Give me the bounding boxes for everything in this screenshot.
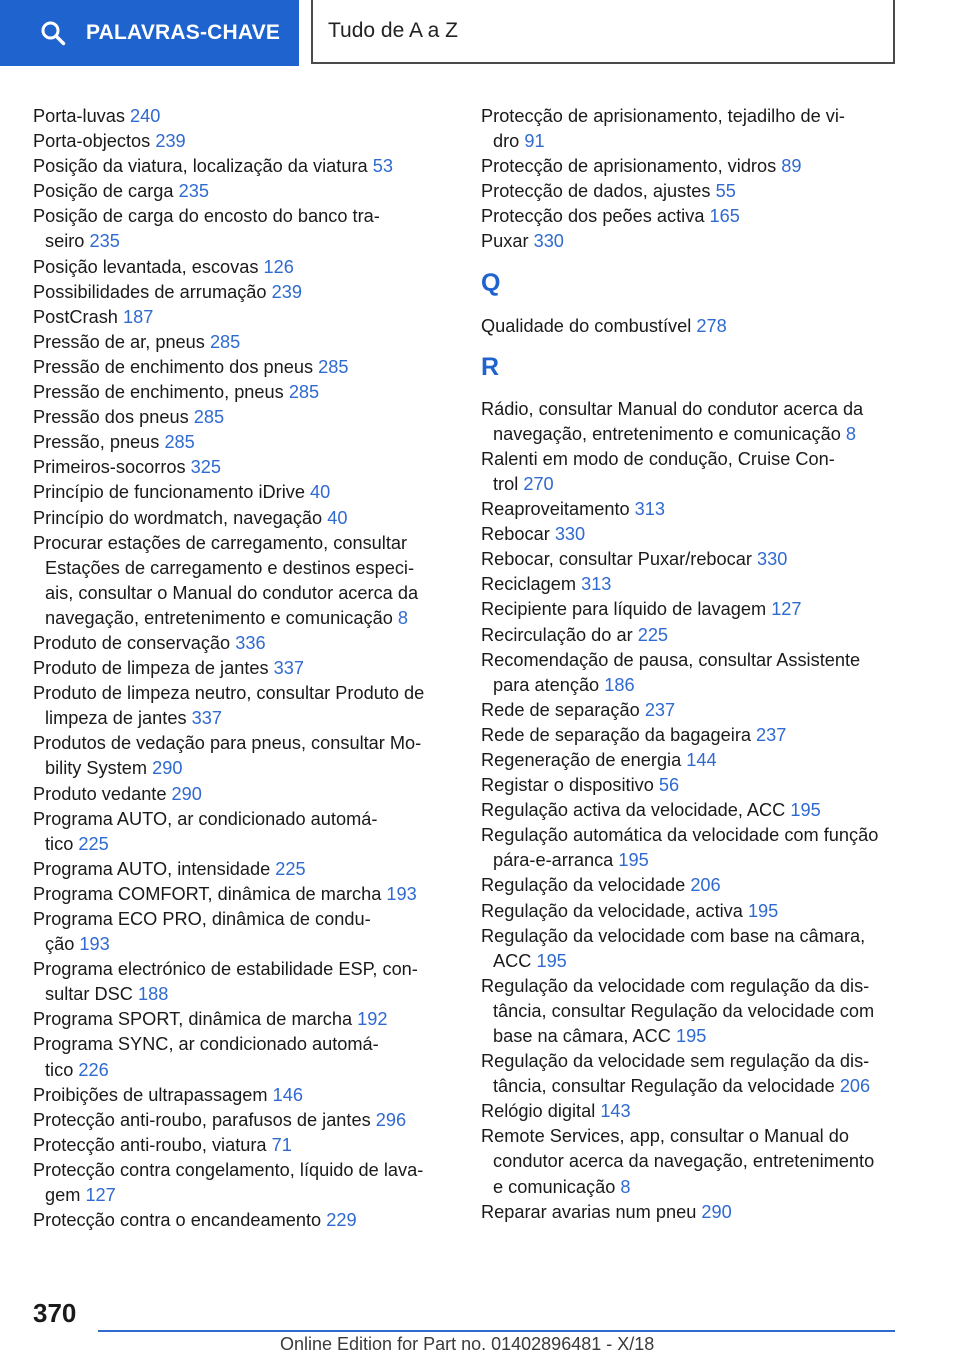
page-link[interactable]: 71 bbox=[271, 1134, 292, 1155]
index-entry bbox=[481, 924, 901, 974]
index-entry-text: Princípio do wordmatch, navegação bbox=[33, 507, 328, 528]
page-link[interactable]: 285 bbox=[288, 382, 320, 403]
index-entry-text: Regulação da velocidade bbox=[481, 875, 691, 896]
index-entry bbox=[33, 631, 453, 656]
index-entry bbox=[481, 447, 901, 497]
index-entry-text: Posição levantada, escovas bbox=[33, 256, 264, 277]
page-link[interactable]: 237 bbox=[644, 699, 676, 720]
index-entry bbox=[33, 531, 453, 631]
index-entry bbox=[481, 154, 901, 179]
index-entry bbox=[481, 1049, 901, 1099]
tab-a-to-z[interactable] bbox=[311, 0, 895, 64]
index-entry bbox=[481, 104, 901, 154]
index-entry bbox=[33, 455, 453, 480]
page-link[interactable]: 285 bbox=[318, 356, 349, 377]
page-link[interactable]: 206 bbox=[839, 1076, 871, 1097]
index-entry-text: Protecção de aprisionamento, vidros bbox=[481, 156, 782, 177]
index-entry-text: Registar o dispositivo bbox=[481, 775, 659, 796]
index-column-right bbox=[481, 104, 901, 1225]
page-link[interactable]: 270 bbox=[523, 473, 554, 494]
index-entry-text: Porta-objectos bbox=[33, 131, 156, 152]
index-entry bbox=[481, 1124, 901, 1199]
index-entry bbox=[33, 179, 453, 204]
index-entry bbox=[33, 380, 453, 405]
index-entry-text: PostCrash bbox=[33, 306, 123, 327]
index-entry-text: Programa AUTO, ar condicionado automá- bbox=[33, 808, 378, 829]
index-entry bbox=[33, 681, 453, 731]
index-entry-text: Pressão de enchimento, pneus bbox=[33, 382, 289, 403]
index-entry bbox=[33, 480, 453, 505]
index-entry-text: tância, consultar Regulação da velocidade bbox=[493, 1076, 840, 1097]
page-link[interactable]: 337 bbox=[191, 708, 222, 729]
page-link[interactable]: 8 bbox=[620, 1176, 631, 1197]
page-link[interactable]: 193 bbox=[79, 934, 110, 955]
index-entry bbox=[33, 330, 453, 355]
page-link[interactable]: 91 bbox=[524, 131, 545, 152]
index-entry-text: Regulação da velocidade sem regulação da dis- bbox=[481, 1051, 870, 1072]
page-link[interactable]: 195 bbox=[790, 800, 821, 821]
index-entry-text: Estações de carregamento e destinos especi- bbox=[45, 557, 415, 578]
index-entry-text: Programa SYNC, ar condicionado automá- bbox=[33, 1034, 379, 1055]
page-link[interactable]: 187 bbox=[122, 306, 154, 327]
search-icon bbox=[40, 20, 66, 46]
page-link[interactable]: 239 bbox=[271, 281, 302, 302]
index-entry bbox=[481, 179, 901, 204]
page-link[interactable]: 336 bbox=[235, 632, 266, 653]
page-link[interactable]: 313 bbox=[634, 499, 666, 520]
index-entry-text: Programa COMFORT, dinâmica de marcha bbox=[33, 883, 387, 904]
page-link[interactable]: 229 bbox=[326, 1210, 357, 1231]
page-link[interactable]: 192 bbox=[357, 1009, 388, 1030]
index-entry-text: Regulação da velocidade com base na câmara, bbox=[481, 925, 866, 946]
page-link[interactable]: 55 bbox=[715, 181, 736, 202]
index-entry-text: Primeiros-socorros bbox=[33, 457, 191, 478]
index-entry-text: Produto de limpeza de jantes bbox=[33, 658, 274, 679]
index-entry-text: Rebocar bbox=[481, 524, 555, 545]
index-entry bbox=[481, 798, 901, 823]
index-entry bbox=[481, 572, 901, 597]
page-link[interactable]: 8 bbox=[845, 423, 856, 444]
page-link[interactable]: 290 bbox=[152, 758, 183, 779]
index-entry-text: Rebocar, consultar Puxar/rebocar bbox=[481, 549, 757, 570]
index-entry bbox=[481, 547, 901, 572]
index-entry bbox=[33, 907, 453, 957]
index-entry bbox=[33, 957, 453, 1007]
index-group-r bbox=[481, 397, 901, 1225]
page-link[interactable]: 195 bbox=[536, 950, 567, 971]
index-entry-text: Pressão dos pneus bbox=[33, 407, 194, 428]
index-entry-text: ACC bbox=[493, 950, 537, 971]
index-entry bbox=[481, 698, 901, 723]
keywords-button[interactable] bbox=[0, 0, 299, 66]
index-entry-text: e comunicação bbox=[493, 1176, 621, 1197]
index-entry bbox=[33, 154, 453, 179]
index-entry bbox=[33, 882, 453, 907]
index-entry-text: Produto de conservação bbox=[33, 632, 236, 653]
index-entry-text: Possibilidades de arrumação bbox=[33, 281, 272, 302]
index-entry bbox=[33, 1083, 453, 1108]
page-link[interactable]: 143 bbox=[600, 1101, 631, 1122]
index-entry bbox=[481, 623, 901, 648]
page-link[interactable]: 127 bbox=[85, 1185, 116, 1206]
index-group-q bbox=[481, 314, 901, 339]
page-link[interactable]: 144 bbox=[686, 749, 717, 770]
index-entry bbox=[481, 229, 901, 254]
index-entry-text: Protecção anti-roubo, viatura bbox=[33, 1134, 272, 1155]
index-entry-text: base na câmara, ACC bbox=[493, 1026, 676, 1046]
index-entry-text: Puxar bbox=[481, 231, 534, 252]
tab-a-to-z-label: Tudo de A a Z bbox=[328, 19, 458, 42]
index-entry bbox=[481, 899, 901, 924]
page-link[interactable]: 165 bbox=[709, 206, 740, 227]
index-entry bbox=[33, 1007, 453, 1032]
index-entry-text: Programa SPORT, dinâmica de marcha bbox=[33, 1009, 358, 1030]
index-entry-text: Programa electrónico de estabilidade ESP, con- bbox=[33, 959, 418, 980]
index-entry bbox=[33, 782, 453, 807]
index-entry-text: Rádio, consultar Manual do condutor acerca da bbox=[481, 398, 864, 419]
page-link[interactable]: 89 bbox=[781, 156, 802, 177]
index-entry-text: limpeza de jantes bbox=[45, 708, 192, 729]
index-entry bbox=[481, 773, 901, 798]
index-entry bbox=[33, 807, 453, 857]
index-entry bbox=[33, 430, 453, 455]
index-entry-text: ção bbox=[45, 934, 80, 955]
page-number: 370 bbox=[33, 1298, 77, 1328]
page-link[interactable]: 290 bbox=[171, 783, 202, 804]
index-column-left bbox=[33, 104, 453, 1233]
index-entry-text: tico bbox=[45, 833, 79, 854]
index-entry bbox=[481, 748, 901, 773]
index-entry-text: Porta-luvas bbox=[33, 106, 131, 126]
index-entry-text: Protecção contra o encandeamento bbox=[33, 1210, 327, 1231]
index-entry-text: Recirculação do ar bbox=[481, 624, 638, 645]
index-entry-text: Procurar estações de carregamento, consultar bbox=[33, 532, 408, 553]
index-entry bbox=[33, 1108, 453, 1133]
index-entry-text: Protecção de aprisionamento, tejadilho de vi- bbox=[481, 106, 845, 126]
index-entry-text: Protecção dos peões activa bbox=[481, 206, 710, 227]
page-link[interactable]: 56 bbox=[658, 775, 680, 796]
index-entry-text: Regulação da velocidade com regulação da dis- bbox=[481, 975, 870, 996]
index-entry bbox=[33, 255, 453, 280]
index-entry-text: Posição de carga bbox=[33, 181, 179, 202]
page-link[interactable]: 126 bbox=[263, 256, 294, 277]
section-letter-r: R bbox=[481, 352, 500, 381]
index-entry-text: gem bbox=[45, 1185, 86, 1206]
section-letter-q: Q bbox=[481, 268, 501, 297]
page-link[interactable]: 206 bbox=[690, 875, 721, 896]
index-entry bbox=[481, 823, 901, 873]
index-entry bbox=[33, 857, 453, 882]
index-entry-text: Reparar avarias num pneu bbox=[481, 1201, 702, 1222]
page-link[interactable]: 186 bbox=[604, 674, 635, 695]
index-entry bbox=[33, 506, 453, 531]
index-entry-text: Pressão de enchimento dos pneus bbox=[33, 356, 319, 377]
index-entry bbox=[481, 397, 901, 447]
index-entry-text: Regulação da velocidade, activa bbox=[481, 900, 748, 921]
index-entry-text: navegação, entretenimento e comunicação bbox=[45, 607, 398, 628]
index-entry bbox=[33, 280, 453, 305]
index-entry-text: para atenção bbox=[493, 674, 605, 695]
index-entry-text: pára-e-arranca bbox=[493, 850, 619, 871]
page-link[interactable]: 225 bbox=[78, 833, 109, 854]
page-link[interactable]: 225 bbox=[275, 858, 306, 879]
index-entry bbox=[33, 355, 453, 380]
index-entry-text: navegação, entretenimento e comunicação bbox=[493, 423, 846, 444]
index-entry-text: sultar DSC bbox=[45, 984, 138, 1005]
index-entry-text: Relógio digital bbox=[481, 1101, 601, 1122]
page-link[interactable]: 188 bbox=[137, 984, 169, 1005]
top-navigation-bar bbox=[0, 0, 960, 66]
index-entry-text: condutor acerca da navegação, entretenimento bbox=[493, 1151, 875, 1172]
index-entry-text: Reaproveitamento bbox=[481, 499, 635, 520]
index-group-p-continued bbox=[481, 104, 901, 255]
index-entry-text: Protecção de dados, ajustes bbox=[481, 181, 716, 202]
index-entry bbox=[33, 731, 453, 781]
index-entry bbox=[33, 204, 453, 254]
index-entry-text: Produto de limpeza neutro, consultar Produto de bbox=[33, 683, 425, 704]
index-entry-text: Posição de carga do encosto do banco tra- bbox=[33, 206, 380, 227]
index-entry bbox=[33, 1133, 453, 1158]
index-entry bbox=[481, 497, 901, 522]
index-entry bbox=[33, 1208, 453, 1233]
index-entry-text: Pressão, pneus bbox=[33, 432, 165, 453]
page-link[interactable]: 235 bbox=[89, 231, 120, 252]
page-link[interactable]: 330 bbox=[554, 524, 586, 545]
index-entry bbox=[481, 873, 901, 898]
index-entry bbox=[33, 129, 453, 154]
page-link[interactable]: 330 bbox=[756, 549, 788, 570]
index-entry bbox=[33, 656, 453, 681]
index-entry bbox=[481, 1200, 901, 1225]
footer-divider bbox=[98, 1330, 895, 1332]
index-entry-text: Princípio de funcionamento iDrive bbox=[33, 482, 310, 503]
index-entry bbox=[481, 723, 901, 748]
page-link[interactable]: 278 bbox=[696, 315, 727, 336]
page-link[interactable]: 8 bbox=[397, 607, 408, 628]
page-link[interactable]: 285 bbox=[193, 407, 225, 428]
index-entry-text: Programa ECO PRO, dinâmica de condu- bbox=[33, 909, 371, 929]
index-entry bbox=[33, 305, 453, 330]
index-entry-text: Ralenti em modo de condução, Cruise Con- bbox=[481, 448, 835, 469]
index-entry-text: Recipiente para líquido de lavagem bbox=[481, 599, 772, 620]
page-link[interactable]: 285 bbox=[209, 331, 241, 352]
index-entry-text: bility System bbox=[45, 758, 153, 779]
page-link[interactable]: 239 bbox=[155, 131, 186, 152]
index-entry-text: Rede de separação bbox=[481, 699, 645, 720]
index-entry-text: Programa AUTO, intensidade bbox=[33, 858, 276, 879]
index-entry-text: tância, consultar Regulação da velocidade com bbox=[493, 1000, 875, 1021]
index-entry-text: Reciclagem bbox=[481, 574, 582, 595]
page-link[interactable]: 290 bbox=[701, 1201, 732, 1222]
index-entry-text: seiro bbox=[45, 231, 90, 252]
index-entry-text: Qualidade do combustível bbox=[481, 315, 697, 336]
index-entry-text: Regulação automática da velocidade com função bbox=[481, 825, 879, 846]
page-link[interactable]: 40 bbox=[327, 507, 348, 528]
index-entry bbox=[33, 405, 453, 430]
index-entry bbox=[481, 974, 901, 1049]
index-entry bbox=[33, 104, 453, 129]
keywords-label: PALAVRAS-CHAVE bbox=[86, 21, 281, 44]
index-entry bbox=[481, 204, 901, 229]
index-entry-text: trol bbox=[493, 473, 524, 494]
page-link[interactable]: 235 bbox=[178, 181, 209, 202]
index-entry bbox=[481, 314, 901, 339]
index-entry-text: Pressão de ar, pneus bbox=[33, 331, 210, 352]
page-link[interactable]: 325 bbox=[190, 457, 222, 478]
page-link[interactable]: 193 bbox=[386, 883, 417, 904]
index-entry-text: Regeneração de energia bbox=[481, 749, 687, 770]
index-entry-text: dro bbox=[493, 131, 525, 152]
page-link[interactable]: 195 bbox=[747, 900, 779, 921]
index-entry bbox=[33, 1032, 453, 1082]
page-link[interactable]: 225 bbox=[637, 624, 669, 645]
index-entry-text: Protecção anti-roubo, parafusos de jantes bbox=[33, 1109, 376, 1130]
index-entry-text: Produtos de vedação para pneus, consultar Mo- bbox=[33, 733, 422, 754]
index-entry-text: Rede de separação da bagageira bbox=[481, 724, 757, 745]
page-link[interactable]: 337 bbox=[273, 658, 304, 679]
page-link[interactable]: 237 bbox=[756, 724, 787, 745]
index-entry bbox=[481, 597, 901, 622]
page-link[interactable]: 146 bbox=[272, 1084, 303, 1105]
index-entry bbox=[481, 1099, 901, 1124]
page-link[interactable]: 226 bbox=[78, 1059, 109, 1080]
index-entry-text: Produto vedante bbox=[33, 783, 172, 804]
page-link[interactable]: 195 bbox=[618, 850, 649, 871]
index-entry-text: ais, consultar o Manual do condutor acerca da bbox=[45, 582, 419, 603]
page-link[interactable]: 53 bbox=[372, 156, 393, 177]
index-entry-text: Regulação activa da velocidade, ACC bbox=[481, 800, 791, 821]
page-link[interactable]: 330 bbox=[533, 231, 564, 252]
index-entry-text: Remote Services, app, consultar o Manual do bbox=[481, 1126, 849, 1147]
index-entry-text: Proibições de ultrapassagem bbox=[33, 1084, 273, 1105]
page-link[interactable]: 313 bbox=[581, 574, 612, 595]
page-link[interactable]: 195 bbox=[675, 1026, 707, 1046]
index-entry bbox=[33, 1158, 453, 1208]
edition-footer: Online Edition for Part no. 01402896481 - X/18 bbox=[280, 1334, 655, 1354]
index-entry-text: tico bbox=[45, 1059, 79, 1080]
index-entry-text: Protecção contra congelamento, líquido de lava- bbox=[33, 1159, 424, 1180]
page-link[interactable]: 285 bbox=[164, 432, 195, 453]
page-link[interactable]: 240 bbox=[130, 106, 161, 126]
index-entry bbox=[481, 522, 901, 547]
index-entry-text: Posição da viatura, localização da viatura bbox=[33, 156, 373, 177]
page-link[interactable]: 127 bbox=[771, 599, 802, 620]
page-link[interactable]: 296 bbox=[375, 1109, 407, 1130]
index-entry bbox=[481, 648, 901, 698]
index-entry-text: Recomendação de pausa, consultar Assistente bbox=[481, 649, 861, 670]
page-link[interactable]: 40 bbox=[310, 482, 331, 503]
